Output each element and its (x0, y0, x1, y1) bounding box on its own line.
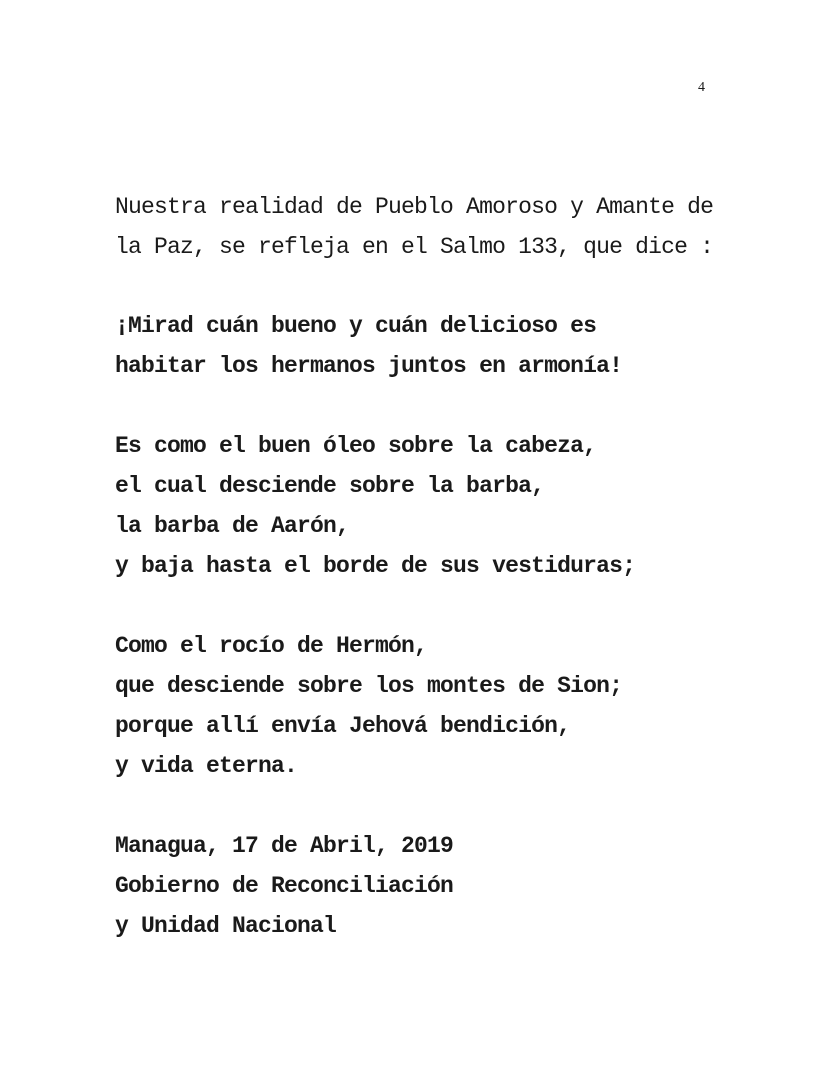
psalm-line: ¡Mirad cuán bueno y cuán delicioso es (115, 313, 597, 339)
signature-line: y Unidad Nacional (115, 913, 337, 939)
psalm-line: y vida eterna. (115, 753, 298, 779)
signature-place-date: Managua, 17 de Abril, 2019 (115, 833, 454, 859)
psalm-line: que desciende sobre los montes de Sion; (115, 673, 623, 699)
psalm-line: habitar los hermanos juntos en armonía! (115, 353, 623, 379)
psalm-line: Es como el buen óleo sobre la cabeza, (115, 433, 597, 459)
psalm-line: y baja hasta el borde de sus vestiduras; (115, 553, 636, 579)
psalm-line: porque allí envía Jehová bendición, (115, 713, 571, 739)
signature-line: Gobierno de Reconciliación (115, 873, 454, 899)
psalm-line: Como el rocío de Hermón, (115, 633, 428, 659)
psalm-line: el cual desciende sobre la barba, (115, 473, 545, 499)
page-number: 4 (698, 80, 705, 95)
intro-line: la Paz, se refleja en el Salmo 133, que dice : (115, 234, 714, 260)
psalm-line: la barba de Aarón, (115, 513, 350, 539)
intro-line: Nuestra realidad de Pueblo Amoroso y Amante de (115, 194, 714, 220)
